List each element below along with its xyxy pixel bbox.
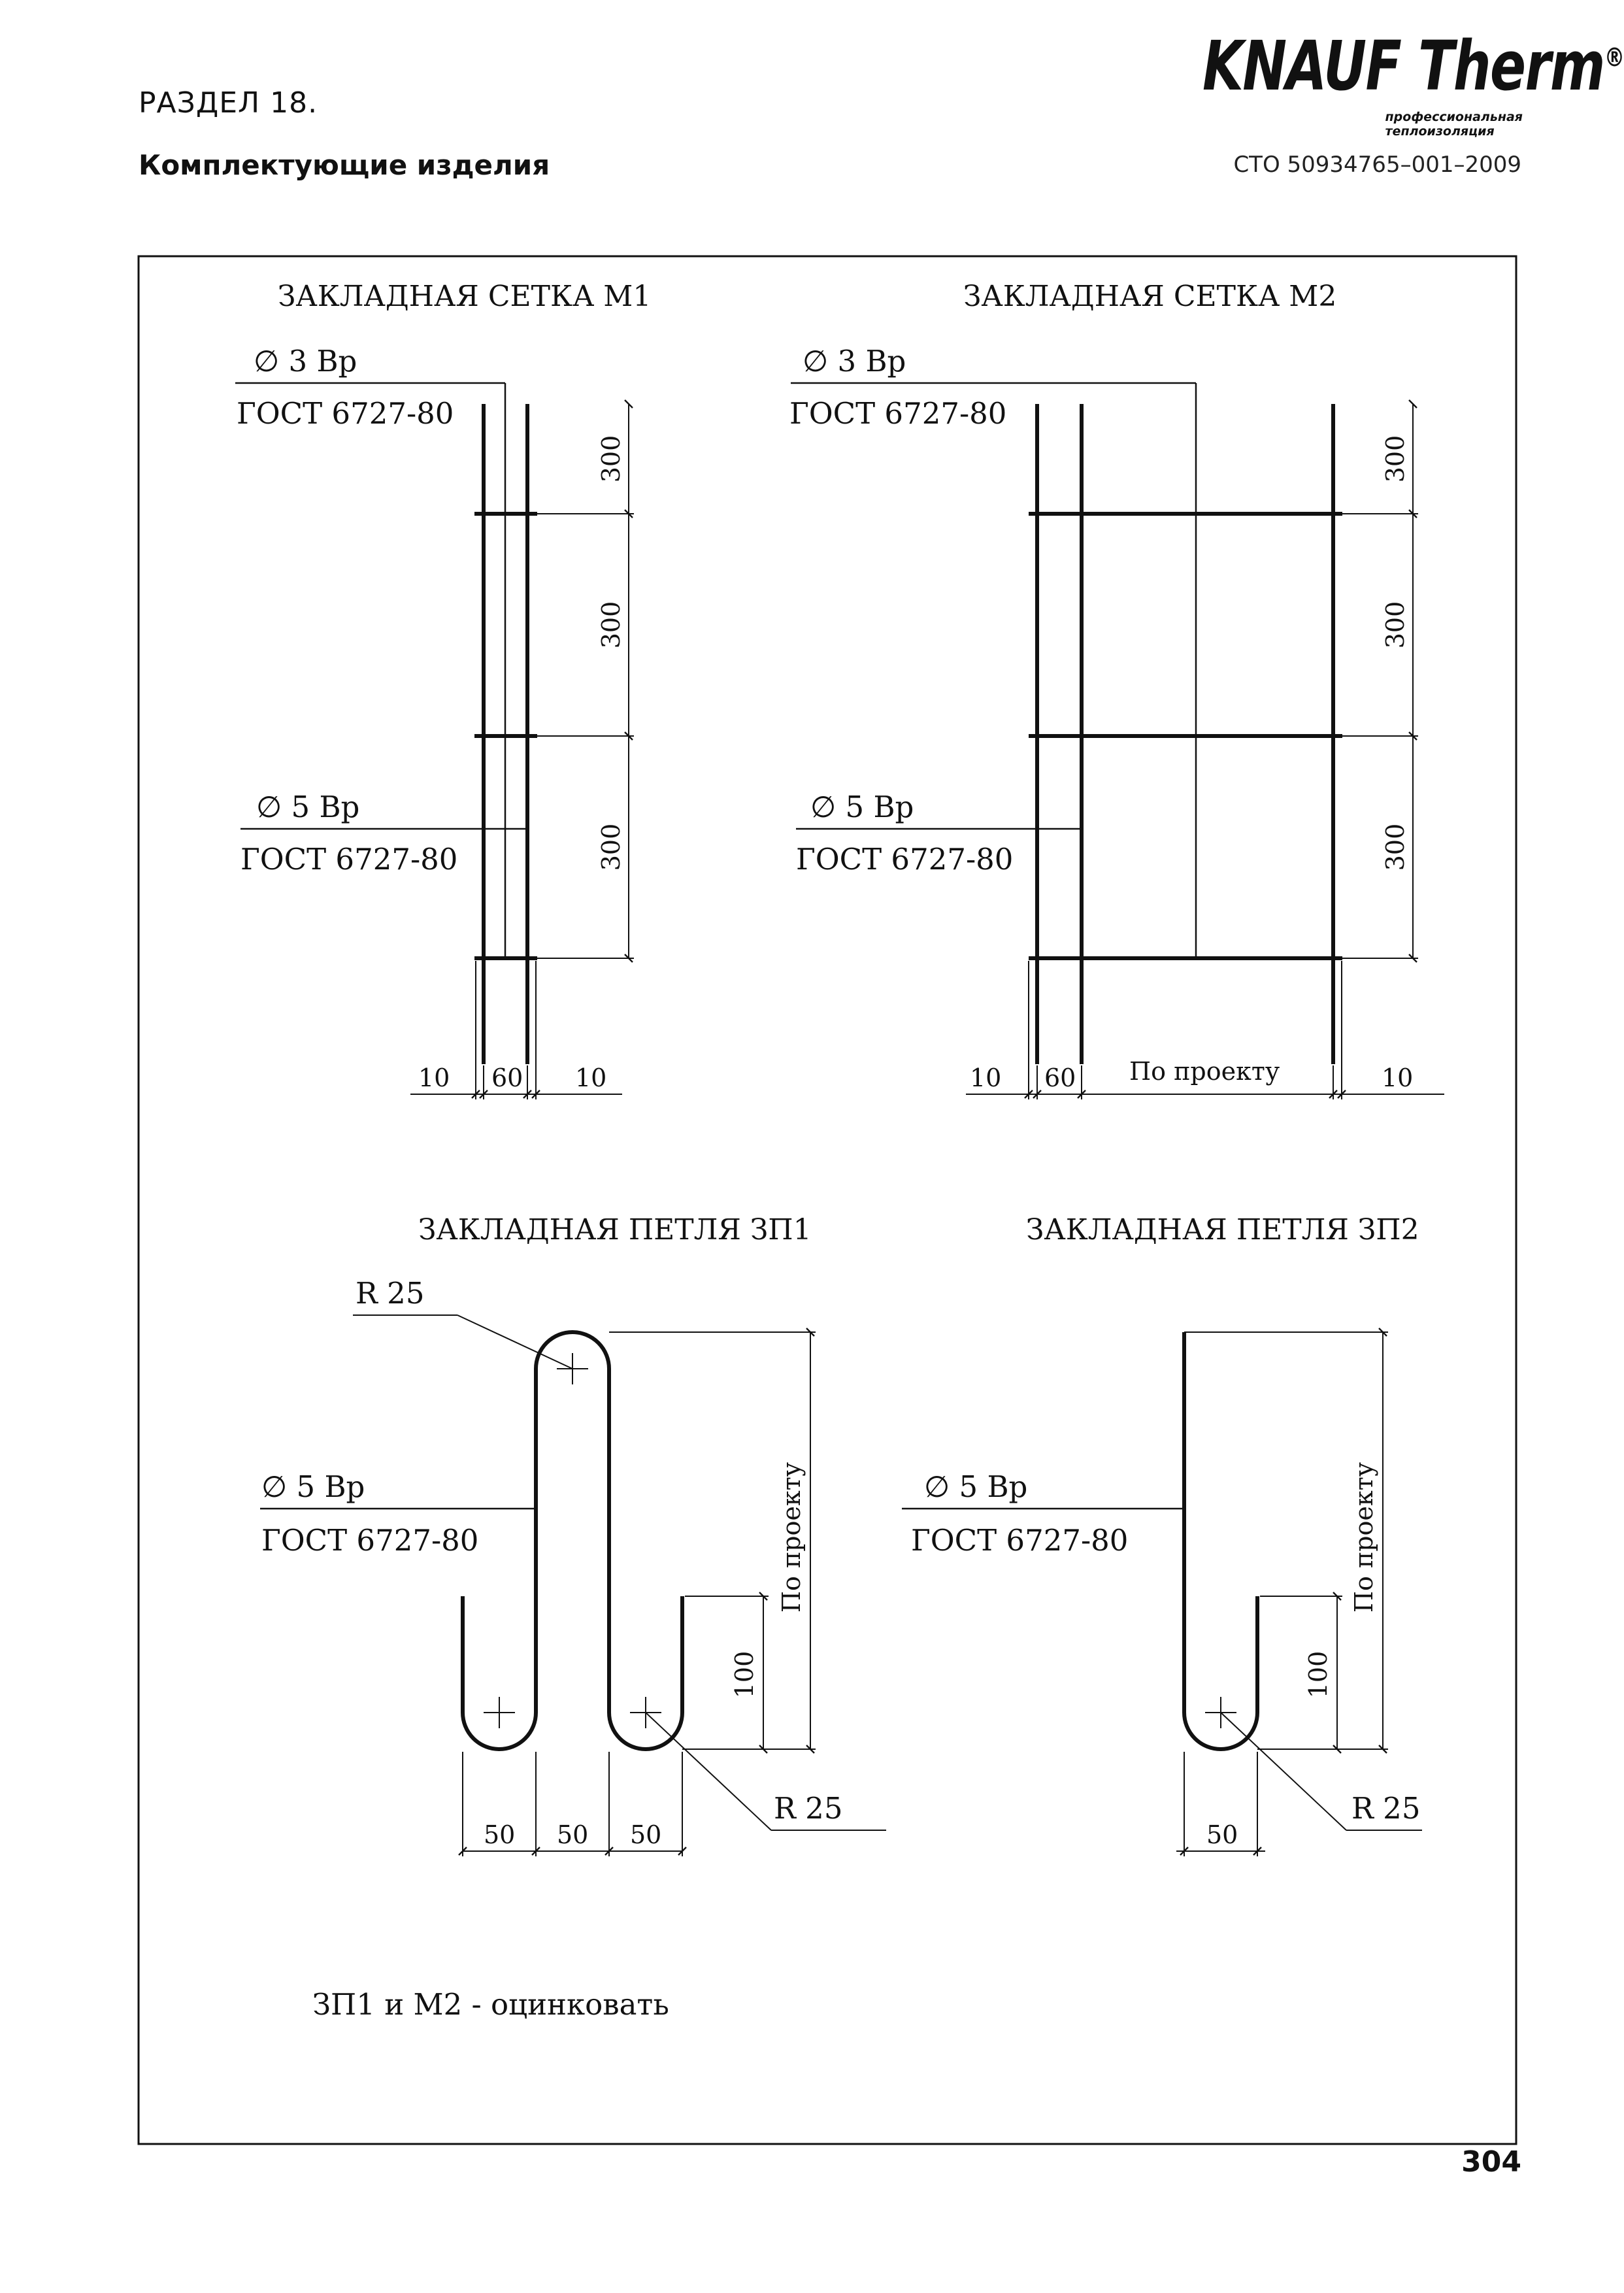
loop-zp1-dim-3: 50	[630, 1820, 662, 1849]
section-heading: РАЗДЕЛ 18.	[139, 86, 318, 120]
loop-zp1-leg: 100	[730, 1650, 759, 1699]
mesh-m2-spacing-2: 300	[1381, 601, 1410, 649]
loop-zp2-leg: 100	[1304, 1650, 1333, 1699]
mesh-m2-spacing-1: 300	[1381, 435, 1410, 483]
drawing-frame	[139, 256, 1516, 2144]
mesh-m2-dim-project: По проекту	[1129, 1057, 1280, 1086]
loop-zp1-radius-top: R 25	[356, 1276, 425, 1311]
mesh-m1-dim-left: 10	[418, 1063, 450, 1092]
loop-zp1	[260, 1213, 886, 1856]
loop-zp1-dim-1: 50	[484, 1820, 516, 1849]
loop-zp2-dim-1: 50	[1206, 1820, 1238, 1849]
loop-zp1-height: По проекту	[777, 1462, 806, 1613]
loop-zp1-radius-bottom: R 25	[774, 1791, 843, 1826]
mesh-m1-spacing-2: 300	[597, 601, 625, 649]
mesh-m2-title: ЗАКЛАДНАЯ СЕТКА М2	[963, 280, 1337, 313]
mesh-m2-dim-left: 10	[970, 1063, 1002, 1092]
logo-brand: KNAUF Therm®	[1202, 26, 1624, 106]
mesh-m1-dim-center: 60	[491, 1063, 523, 1092]
loop-zp1-wire-std: ГОСТ 6727-80	[261, 1523, 479, 1558]
mesh-m1-spacing-1: 300	[597, 435, 625, 483]
standard-code: СТО 50934765–001–2009	[1233, 152, 1521, 178]
loop-zp2	[902, 1213, 1422, 1856]
mesh-m2-dim-center: 60	[1044, 1063, 1076, 1092]
loop-zp1-title: ЗАКЛАДНАЯ ПЕТЛЯ ЗП1	[418, 1213, 812, 1247]
mesh-m2-dim-right: 10	[1382, 1063, 1414, 1092]
loop-zp2-title: ЗАКЛАДНАЯ ПЕТЛЯ ЗП2	[1026, 1213, 1419, 1247]
loop-zp2-height: По проекту	[1350, 1462, 1378, 1613]
mesh-m2-wire-top: ∅ 3 Вр	[803, 344, 906, 378]
loop-zp1-wire: ∅ 5 Вр	[261, 1469, 365, 1504]
mesh-m2-wire-mid-std: ГОСТ 6727-80	[796, 842, 1014, 877]
mesh-m1-wire-mid: ∅ 5 Вр	[256, 790, 360, 824]
mesh-m2-wire-mid: ∅ 5 Вр	[810, 790, 914, 824]
mesh-m1	[235, 280, 651, 1099]
loop-zp2-wire: ∅ 5 Вр	[924, 1469, 1028, 1504]
page-number: 304	[1461, 2145, 1521, 2179]
mesh-m2-spacing-3: 300	[1381, 823, 1410, 871]
mesh-m1-wire-mid-std: ГОСТ 6727-80	[240, 842, 458, 877]
loop-zp1-dim-2: 50	[557, 1820, 589, 1849]
section-subtitle: Комплектующие изделия	[139, 149, 550, 181]
mesh-m1-wire-top-std: ГОСТ 6727-80	[237, 396, 454, 431]
mesh-m1-title: ЗАКЛАДНАЯ СЕТКА М1	[278, 280, 652, 313]
loop-zp2-wire-std: ГОСТ 6727-80	[911, 1523, 1129, 1558]
mesh-m2	[789, 280, 1444, 1099]
mesh-m1-spacing-3: 300	[597, 823, 625, 871]
mesh-m2-wire-top-std: ГОСТ 6727-80	[789, 396, 1007, 431]
mesh-m1-dim-right: 10	[575, 1063, 607, 1092]
logo-tagline: профессиональная теплоизоляция	[1385, 110, 1523, 139]
drawing-note: ЗП1 и М2 - оцинковать	[312, 1987, 669, 2022]
mesh-m1-wire-top: ∅ 3 Вр	[254, 344, 357, 378]
loop-zp2-radius-bottom: R 25	[1351, 1791, 1421, 1826]
